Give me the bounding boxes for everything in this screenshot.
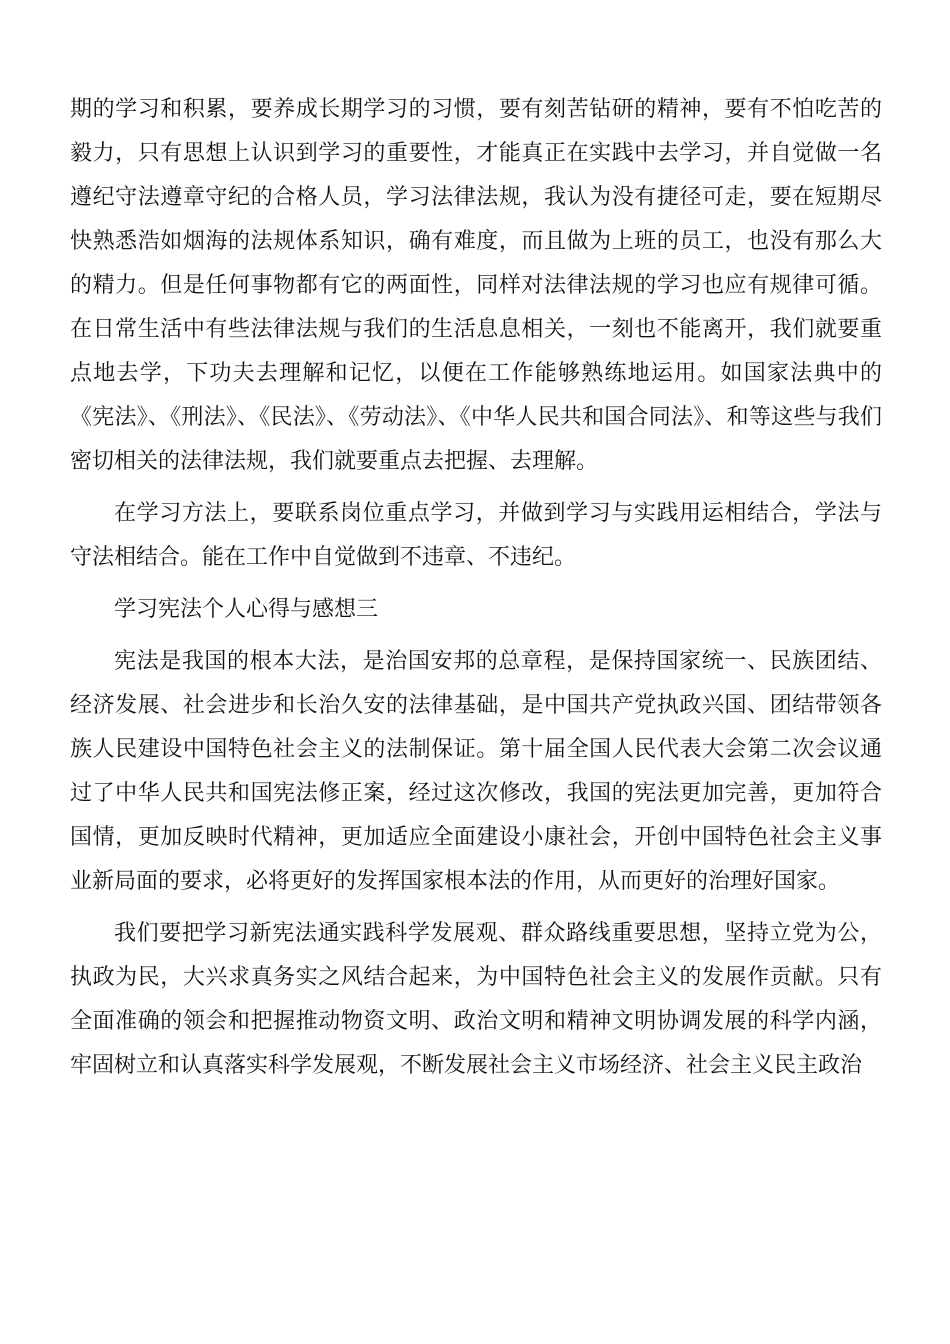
paragraph-continuation: 期的学习和积累，要养成长期学习的习惯，要有刻苦钻研的精神，要有不怕吃苦的毅力，只有思想上认识到学习的重要性，才能真正在实践中去学习，并自觉做一名遵纪守法遵章守纪的合格人员，学习法律法规，我认为没有捷径可走，要在短期尽快熟悉浩如烟海的法规体系知识，确有难度，而且做为上班的员工，也没有那么大的精力。但是任何事物都有它的两面性，同样对法律法规的学习也应有规律可循。在日常生活中有些法律法规与我们的生活息息相关，一刻也不能离开，我们就要重点地去学，下功夫去理解和记忆，以便在工作能够熟练地运用。如国家法典中的《宪法》、《刑法》、《民法》、《劳动法》、《中华人民共和国合同法》、和等这些与我们密切相关的法律法规，我们就要重点去把握、去理解。 — [70, 97, 882, 474]
paragraph-constitution-practice: 我们要把学习新宪法通实践科学发展观、群众路线重要思想，坚持立党为公，执政为民，大兴求真务实之风结合起来，为中国特色社会主义的发展作贡献。只有全面准确的领会和把握推动物资文明、政治文明和精神文明协调发展的科学内涵，牢固树立和认真落实科学发展观，不断发展社会主义市场经济、社会主义民主政治 — [70, 921, 882, 1078]
section-heading: 学习宪法个人心得与感想三 — [114, 597, 379, 622]
paragraph-study-method: 在学习方法上，要联系岗位重点学习，并做到学习与实践用运相结合，学法与守法相结合。能在工作中自觉做到不违章、不违纪。 — [70, 501, 882, 570]
document-body — [70, 88, 882, 1096]
paragraph-constitution-intro: 宪法是我国的根本大法，是治国安邦的总章程，是保持国家统一、民族团结、经济发展、社会进步和长治久安的法律基础，是中国共产党执政兴国、团结带领各族人民建设中国特色社会主义的法制保证。第十届全国人民代表大会第二次会议通过了中华人民共和国宪法修正案，经过这次修改，我国的宪法更加完善，更加符合国情，更加反映时代精神，更加适应全面建设小康社会，开创中国特色社会主义事业新局面的要求，必将更好的发挥国家根本法的作用，从而更好的治理好国家。 — [70, 649, 882, 894]
